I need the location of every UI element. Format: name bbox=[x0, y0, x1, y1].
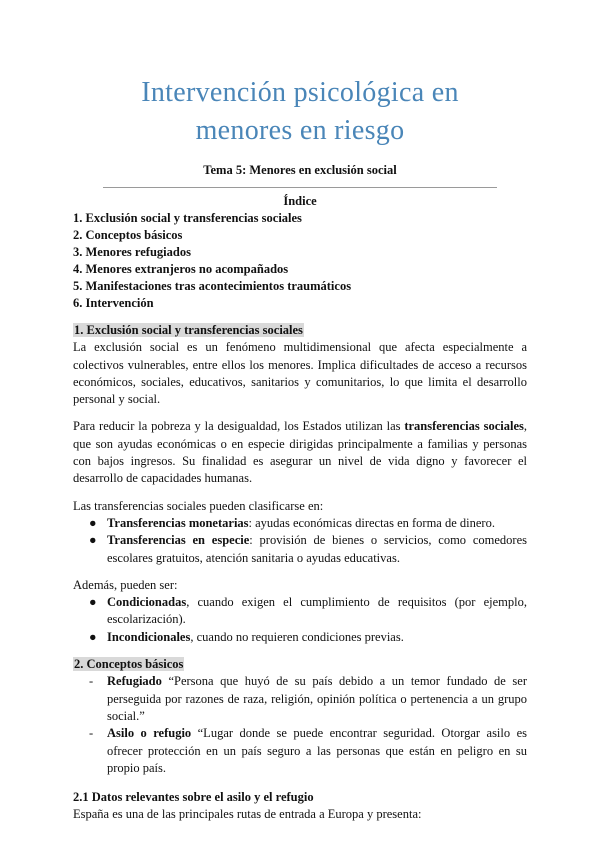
dash-icon: - bbox=[89, 674, 94, 689]
bullet-list bbox=[73, 515, 527, 567]
document-body bbox=[73, 322, 527, 824]
list-item: - Asilo o refugio “Lugar donde se puede encontrar seguridad. Otorgar asilo es ofrecer protección en un país seguro a las personas que están en peligro en su propio país. bbox=[89, 726, 527, 775]
list-item: ● Condicionadas, cuando exigen el cumplimiento de requisitos (por ejemplo, escolarización). bbox=[89, 595, 527, 627]
bullet-icon: ● bbox=[89, 533, 97, 548]
title-line-2: menores en riesgo bbox=[195, 115, 405, 146]
list-item: ● Transferencias monetarias: ayudas económicas directas en forma de dinero. bbox=[107, 515, 527, 532]
section-1-heading: 1. Exclusión social y transferencias sociales bbox=[74, 323, 303, 337]
index-item: 1. Exclusión social y transferencias sociales bbox=[73, 211, 302, 225]
paragraph: España es una de las principales rutas de entrada a Europa y presenta: bbox=[73, 807, 422, 822]
list-item: ● Transferencias en especie: provisión de bienes o servicios, como comedores escolares gratuitos, atención sanitaria o ayudas educativas. bbox=[89, 533, 527, 565]
bullet-icon: ● bbox=[89, 629, 97, 644]
definition-list bbox=[73, 673, 527, 777]
table-of-contents bbox=[73, 210, 351, 312]
title-line-1: Intervención psicológica en bbox=[141, 77, 459, 108]
index-item: 5. Manifestaciones tras acontecimientos traumáticos bbox=[73, 279, 352, 293]
document-subtitle: Tema 5: Menores en exclusión social bbox=[203, 163, 397, 177]
subsection-heading: 2.1 Datos relevantes sobre el asilo y el refugio bbox=[73, 790, 314, 805]
dash-icon: - bbox=[89, 726, 94, 741]
index-heading: Índice bbox=[283, 194, 317, 208]
title-divider bbox=[103, 187, 497, 188]
list-item: - Refugiado “Persona que huyó de su país debido a un temor fundado de ser perseguida por razones de raza, religión, opinión política o pertenencia a un grupo social.” bbox=[89, 674, 527, 723]
bullet-list bbox=[73, 594, 527, 646]
index-item: 4. Menores extranjeros no acompañados bbox=[73, 262, 289, 276]
document-title bbox=[0, 74, 600, 150]
section-2-heading: 2. Conceptos básicos bbox=[74, 657, 184, 672]
paragraph: Las transferencias sociales pueden clasificarse en: bbox=[73, 498, 324, 513]
bullet-icon: ● bbox=[89, 515, 97, 530]
paragraph: Para reducir la pobreza y la desigualdad, los Estados utilizan las transferencias sociales, que son ayudas económicas o en especie dirigidas principalmente a familias y personas con bajos ingresos. Su finalidad es asegurar un nivel de vida digno y favorecer el desarrollo de capacidades humanas. bbox=[73, 419, 527, 486]
index-item: 6. Intervención bbox=[73, 296, 154, 310]
index-item: 2. Conceptos básicos bbox=[73, 228, 183, 242]
list-item: ● Incondicionales, cuando no requieren condiciones previas. bbox=[107, 629, 527, 646]
index-item: 3. Menores refugiados bbox=[73, 245, 191, 259]
paragraph: La exclusión social es un fenómeno multidimensional que afecta especialmente a colectivos vulnerables, entre ellos los menores. Implica dificultades de acceso a recursos económicos, sociales, educativos, sanitarios y comunitarios, lo que limita el desarrollo personal y social. bbox=[73, 340, 527, 407]
paragraph: Además, pueden ser: bbox=[73, 577, 178, 592]
bullet-icon: ● bbox=[89, 595, 97, 610]
